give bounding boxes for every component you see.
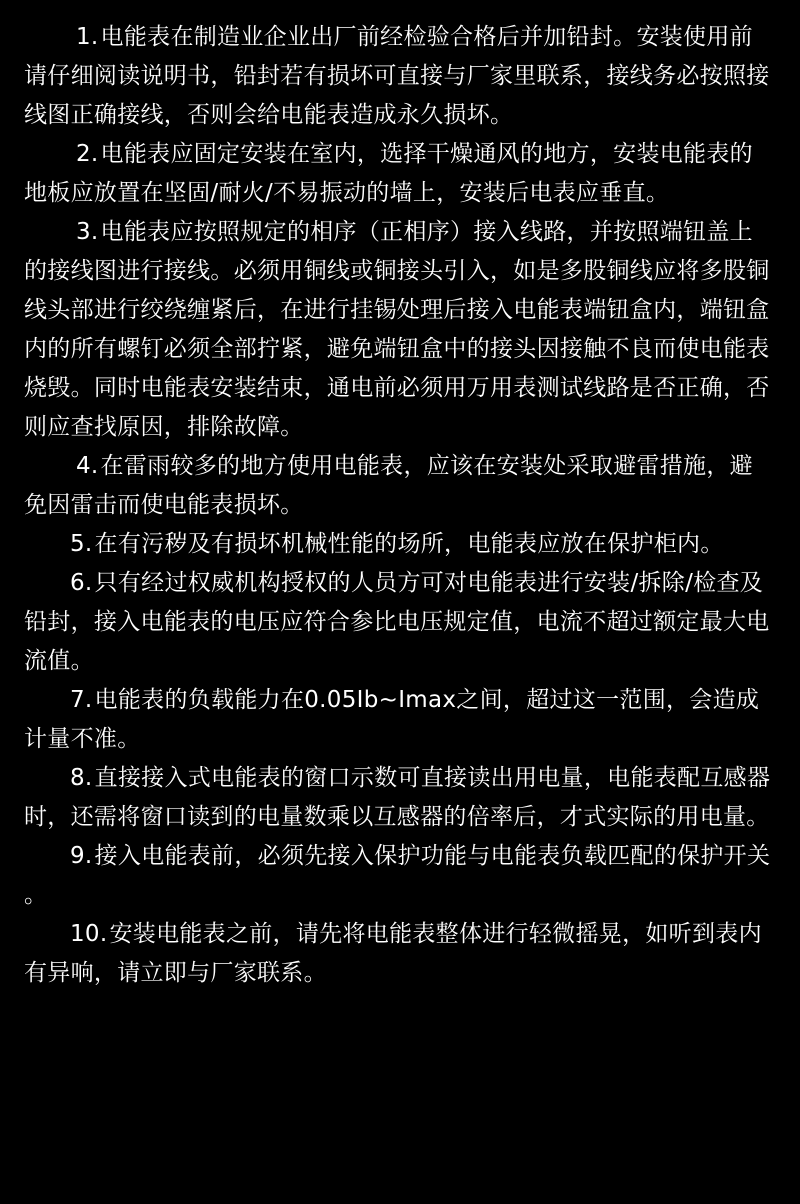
instruction-item-4 <box>24 447 772 525</box>
instruction-number: 7. <box>70 687 93 713</box>
instruction-item-7 <box>24 681 772 759</box>
instruction-text: 电能表应固定安装在室内，选择干燥通风的地方，安装电能表的地板应放置在坚固/耐火/不易振动的墙上，安装后电表应垂直。 <box>24 141 753 206</box>
instruction-number: 8. <box>70 765 93 791</box>
instruction-item-1 <box>24 18 772 135</box>
instruction-text: 电能表应按照规定的相序（正相序）接入线路，并按照端钮盖上的接线图进行接线。必须用铜线或铜接头引入，如是多股铜线应将多股铜线头部进行绞绕缠紧后，在进行挂锡处理后接入电能表端钮盒内，端钮盒内的所有螺钉必须全部拧紧，避免端钮盒中的接头因接触不良而使电能表烧毁。同时电能表安装结束，通电前必须用万用表测试线路是否正确，否则应查找原因，排除故障。 <box>24 219 770 440</box>
instruction-item-8 <box>24 759 772 837</box>
instruction-text: 只有经过权威机构授权的人员方可对电能表进行安装/拆除/检查及铅封，接入电能表的电压应符合参比电压规定值，电流不超过额定最大电流值。 <box>24 570 770 674</box>
instruction-item-6 <box>24 564 772 681</box>
instruction-number: 3. <box>76 219 99 245</box>
instruction-item-9 <box>24 837 772 915</box>
instruction-item-5 <box>24 525 772 564</box>
instruction-item-2 <box>24 135 772 213</box>
instructions-document <box>24 18 772 993</box>
instruction-number: 5. <box>70 531 93 557</box>
instruction-item-3 <box>24 213 772 447</box>
instruction-number: 1. <box>76 24 99 50</box>
instruction-number: 9. <box>70 843 93 869</box>
instruction-text: 电能表的负载能力在0.05Ib~Imax之间，超过这一范围，会造成计量不准。 <box>24 687 760 752</box>
instruction-text: 在有污秽及有损坏机械性能的场所，电能表应放在保护柜内。 <box>94 531 724 557</box>
instruction-text: 在雷雨较多的地方使用电能表，应该在安装处采取避雷措施，避免因雷击而使电能表损坏。 <box>24 453 753 518</box>
instruction-number: 4. <box>76 453 99 479</box>
instruction-text: 接入电能表前，必须先接入保护功能与电能表负载匹配的保护开关。 <box>24 843 771 908</box>
instruction-number: 6. <box>70 570 93 596</box>
instruction-text: 安装电能表之前，请先将电能表整体进行轻微摇晃，如听到表内有异响，请立即与厂家联系。 <box>24 921 762 986</box>
instruction-text: 电能表在制造业企业出厂前经检验合格后并加铅封。安装使用前请仔细阅读说明书，铅封若有损坏可直接与厂家里联系，接线务必按照接线图正确接线，否则会给电能表造成永久损坏。 <box>24 24 770 128</box>
instruction-text: 直接接入式电能表的窗口示数可直接读出用电量，电能表配互感器时，还需将窗口读到的电量数乘以互感器的倍率后，才式实际的用电量。 <box>24 765 771 830</box>
instruction-number: 2. <box>76 141 99 167</box>
instruction-number: 10. <box>70 921 108 947</box>
instruction-item-10 <box>24 915 772 993</box>
